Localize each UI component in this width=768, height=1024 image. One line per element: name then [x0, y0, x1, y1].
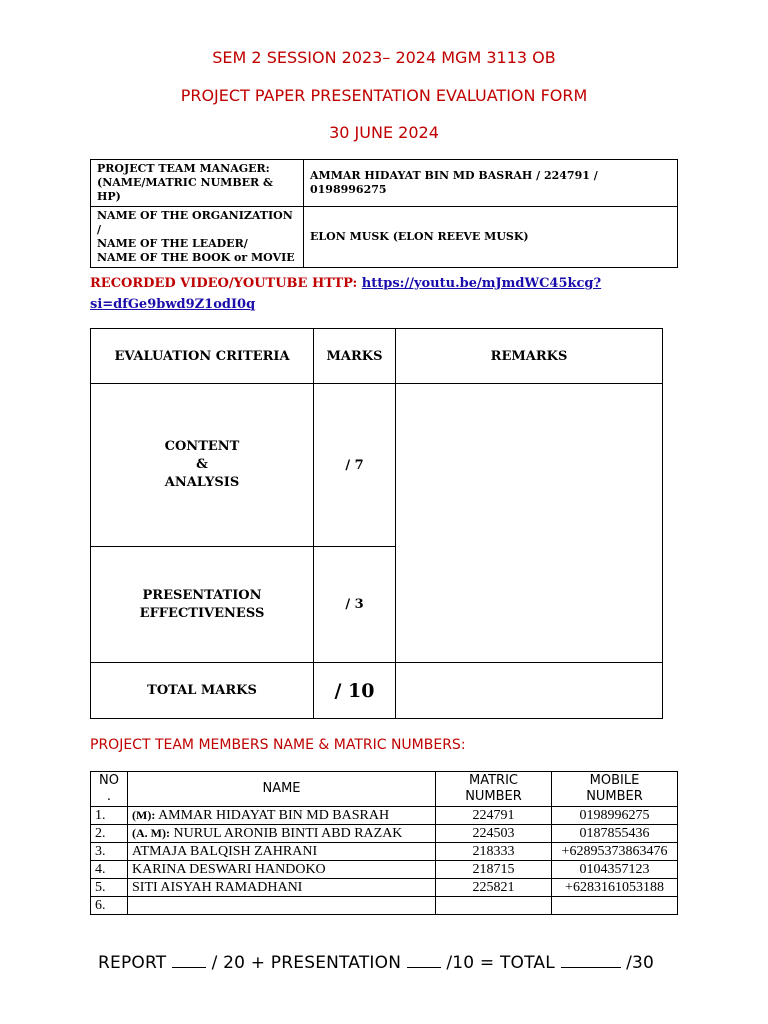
- grand-total-label: /30: [626, 953, 655, 973]
- member-name-cell: [128, 861, 436, 879]
- presentation-score-blank[interactable]: [407, 953, 441, 968]
- member-name-cell: [128, 807, 436, 825]
- presentation-marks-text: / 3: [345, 597, 364, 612]
- youtube-link-part: https://youtu.be/mJmdWC45kcg?: [361, 276, 602, 291]
- member-row: [91, 879, 678, 897]
- member-no: 1.: [91, 807, 128, 825]
- presentation-total-label: /10 = TOTAL: [446, 953, 555, 973]
- member-no: 3.: [91, 843, 128, 861]
- member-mobile: +6283161053188: [552, 879, 678, 897]
- member-matric: 225821: [436, 879, 552, 897]
- member-name-cell: [128, 825, 436, 843]
- member-no: 2.: [91, 825, 128, 843]
- members-header-row: [91, 772, 678, 807]
- member-matric: 218715: [436, 861, 552, 879]
- name-header: NAME: [128, 772, 436, 807]
- member-row: [91, 861, 678, 879]
- form-title: PROJECT PAPER PRESENTATION EVALUATION FORM: [180, 86, 588, 105]
- score-summary: [98, 953, 654, 973]
- member-rows: [91, 807, 678, 915]
- member-name-cell: [128, 879, 436, 897]
- report-score-blank[interactable]: [172, 953, 206, 968]
- matric-header-line: NUMBER: [465, 789, 522, 804]
- remarks-cell: [396, 384, 663, 663]
- manager-value-text: AMMAR HIDAYAT BIN MD BASRAH / 224791 / 0198996275: [310, 169, 598, 196]
- member-row: [91, 897, 678, 915]
- member-name-cell: [128, 843, 436, 861]
- project-info-table: [90, 159, 678, 268]
- members-section-title: PROJECT TEAM MEMBERS NAME & MATRIC NUMBERS:: [90, 737, 466, 753]
- manager-row: [91, 160, 678, 207]
- no-header-line: NO: [99, 773, 119, 788]
- members-table: [90, 771, 678, 915]
- member-role: (A. M):: [132, 826, 170, 840]
- organization-label-line: NAME OF THE LEADER/: [97, 237, 248, 250]
- member-row: [91, 843, 678, 861]
- manager-label: [91, 160, 304, 207]
- no-header: [91, 772, 128, 807]
- evaluation-table: [90, 328, 663, 719]
- youtube-link-part: si=dfGe9bwd9Z1odI0q: [90, 297, 256, 312]
- member-no: 5.: [91, 879, 128, 897]
- organization-value: [304, 207, 678, 268]
- content-analysis-marks: [314, 384, 396, 547]
- member-mobile: +62895373863476: [552, 843, 678, 861]
- organization-label: [91, 207, 304, 268]
- member-mobile: 0104357123: [552, 861, 678, 879]
- presentation-marks: [314, 547, 396, 663]
- criteria-line: PRESENTATION: [142, 587, 262, 603]
- report-total-label: / 20 + PRESENTATION: [211, 953, 402, 973]
- organization-label-line: NAME OF THE BOOK or MOVIE: [97, 251, 295, 264]
- total-marks-label: TOTAL MARKS: [91, 663, 314, 719]
- member-role: (M):: [132, 808, 156, 822]
- member-mobile: 0198996275: [552, 807, 678, 825]
- manager-label-line: PROJECT TEAM MANAGER:: [97, 162, 270, 175]
- manager-label-line: (NAME/MATRIC NUMBER & HP): [97, 176, 273, 203]
- video-link-line: [90, 273, 690, 315]
- total-marks-value: / 10: [314, 663, 396, 719]
- content-marks-text: / 7: [345, 457, 364, 473]
- member-matric: 224791: [436, 807, 552, 825]
- marks-header: MARKS: [314, 329, 396, 384]
- member-no: 6.: [91, 897, 128, 915]
- manager-value: [304, 160, 678, 207]
- member-mobile: [552, 897, 678, 915]
- mobile-header-line: MOBILE: [589, 773, 640, 788]
- organization-value-text: ELON MUSK (ELON REEVE MUSK): [310, 230, 529, 243]
- member-name-cell: [128, 897, 436, 915]
- member-name: SITI AISYAH RAMADHANI: [132, 880, 303, 895]
- criteria-line: ANALYSIS: [164, 475, 240, 490]
- member-name: NURUL ARONIB BINTI ABD RAZAK: [173, 826, 403, 841]
- matric-header: [436, 772, 552, 807]
- form-date: 30 JUNE 2024: [329, 123, 439, 142]
- mobile-header: [552, 772, 678, 807]
- mobile-header-line: NUMBER: [586, 789, 643, 804]
- organization-label-line: NAME OF THE ORGANIZATION /: [97, 209, 293, 236]
- content-analysis-criteria: [91, 384, 314, 547]
- member-matric: [436, 897, 552, 915]
- video-label: RECORDED VIDEO/YOUTUBE HTTP:: [90, 276, 358, 291]
- content-analysis-row: [91, 384, 663, 547]
- total-remarks-cell: [396, 663, 663, 719]
- member-name: KARINA DESWARI HANDOKO: [132, 862, 326, 877]
- member-row: [91, 807, 678, 825]
- member-row: [91, 825, 678, 843]
- member-name: AMMAR HIDAYAT BIN MD BASRAH: [158, 808, 390, 823]
- criteria-line: EFFECTIVENESS: [139, 605, 265, 621]
- member-matric: 224503: [436, 825, 552, 843]
- matric-header-line: MATRIC: [469, 773, 518, 788]
- member-no: 4.: [91, 861, 128, 879]
- report-label: REPORT: [98, 953, 167, 973]
- member-mobile: 0187855436: [552, 825, 678, 843]
- evaluation-header-row: [91, 329, 663, 384]
- total-marks-row: [91, 663, 663, 719]
- total-score-blank[interactable]: [561, 953, 621, 968]
- form-title-session: SEM 2 SESSION 2023– 2024 MGM 3113 OB: [212, 48, 556, 67]
- presentation-criteria: [91, 547, 314, 663]
- no-header-line: .: [106, 789, 112, 804]
- member-name: ATMAJA BALQISH ZAHRANI: [132, 844, 318, 859]
- remarks-header: REMARKS: [396, 329, 663, 384]
- criteria-line: CONTENT: [164, 439, 240, 454]
- member-matric: 218333: [436, 843, 552, 861]
- criteria-line: &: [196, 457, 208, 472]
- organization-row: [91, 207, 678, 268]
- criteria-header: EVALUATION CRITERIA: [91, 329, 314, 384]
